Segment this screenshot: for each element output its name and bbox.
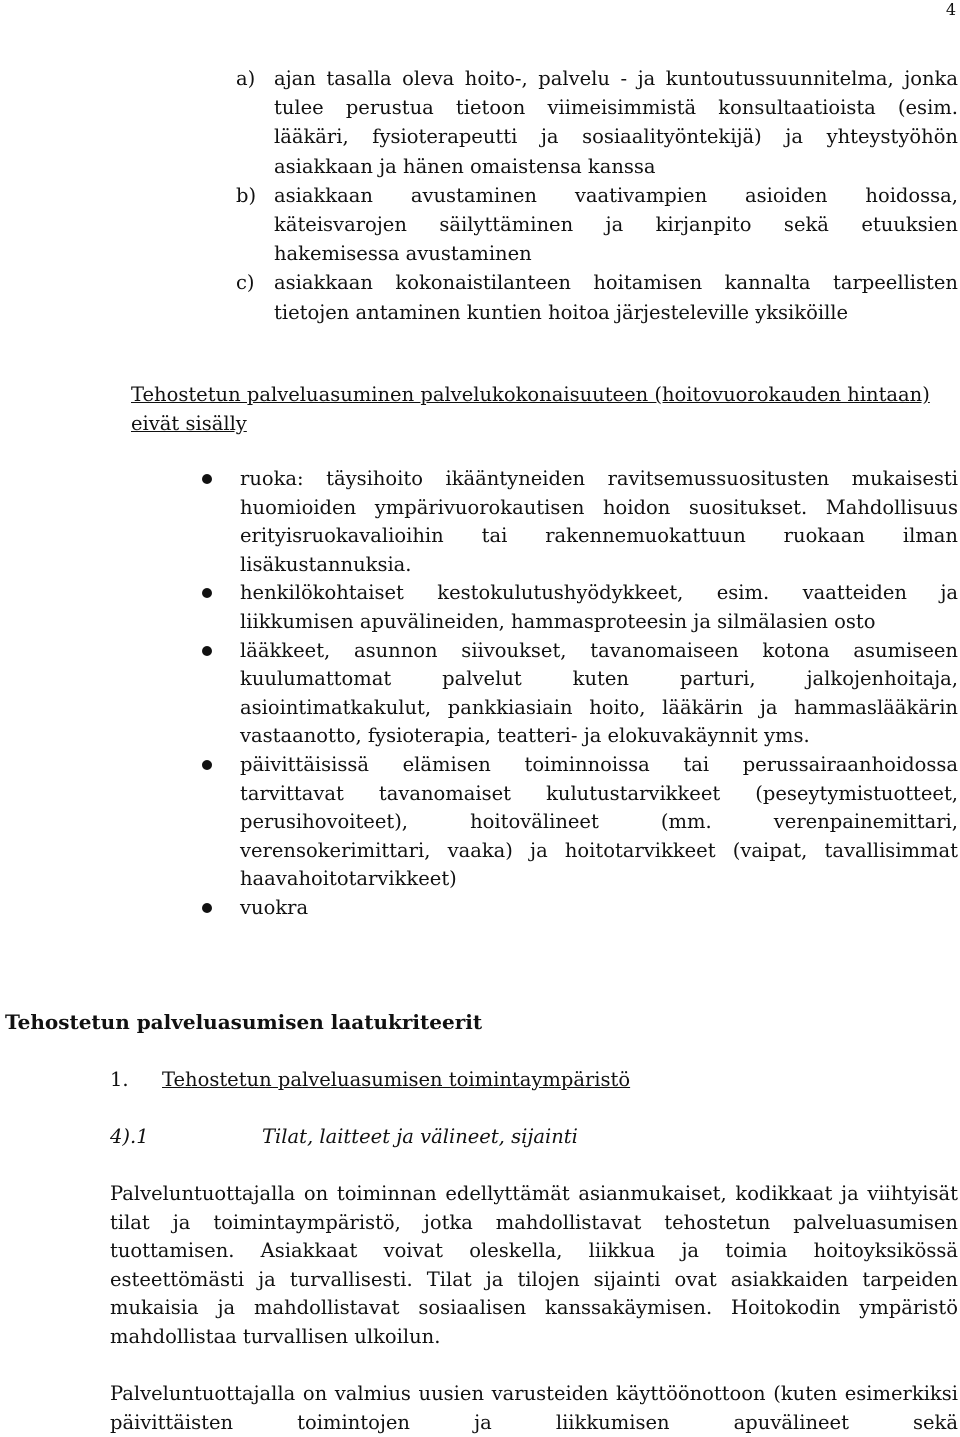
exclusions-section-title: Tehostetun palveluasuminen palvelukokonaisuuteen (hoitovuorokauden hintaan) eivät sisälly (131, 383, 930, 435)
heading-number: 1. (110, 1068, 129, 1091)
bullet-text: ruoka: täysihoito ikääntyneiden ravitsemussuositusten mukaisesti huomioiden ympärivuorokautisen hoidon suositukset. Mahdollisuus erityisruokavalioihin tai rakennemuokattuun ruokaan ilman lisäkustannuksia. (240, 467, 958, 576)
body-paragraph: Palveluntuottajalla on toiminnan edellyttämät asianmukaiset, kodikkaat ja viihtyisät tilat ja toimintaympäristö, jotka mahdollistavat tehostetun palveluasumisen tuottamisen. Asiakkaat voivat oleskella, liikkua ja toimia hoitoyksikössä esteettömästi ja turvallisesti. Tilat ja tilojen sijainti ovat asiakkaiden tarpeiden mukaisia ja mahdollistavat sosiaalisen kanssakäymisen. Hoitokodin ympäristö mahdollistaa turvallisen ulkoilun. (110, 1182, 958, 1348)
bullet-icon (202, 474, 212, 484)
body-paragraph: Palveluntuottajalla on valmius uusien varusteiden käyttöönottoon (kuten esimerkiksi päivittäisten toimintojen ja liikkumisen apuvälineet sekä (110, 1382, 958, 1434)
list-item (236, 64, 958, 181)
bullet-item (200, 894, 958, 923)
bullet-item (200, 751, 958, 894)
list-marker: b) (236, 183, 257, 207)
bullet-item (200, 579, 958, 636)
bullet-icon (202, 903, 212, 913)
bullet-text: vuokra (240, 895, 309, 919)
bullet-item (200, 637, 958, 751)
list-item-text: asiakkaan avustaminen vaativampien asioiden hoidossa, käteisvarojen säilyttäminen ja kirjanpito sekä etuuksien hakemisessa avustaminen (274, 183, 958, 266)
heading-text: Tehostetun palveluasumisen toimintaympäristö (162, 1068, 631, 1091)
list-item-text: ajan tasalla oleva hoito-, palvelu - ja kuntoutussuunnitelma, jonka tulee perustua tietoon viimeisimmistä konsultaatioista (esim. lääkäri, fysioterapeutti ja sosiaalityöntekijä) ja yhteystyöhön asiakkaan ja hänen omaistensa kanssa (274, 67, 958, 178)
list-item (236, 181, 958, 269)
bullet-icon (202, 588, 212, 598)
bullet-text: päivittäisissä elämisen toiminnoissa tai perussairaanhoidossa tarvittavat tavanomaiset kulutustarvikkeet (peseytymistuotteet, perusihovoiteet), hoitovälineet (mm. verenpainemittari, verensokerimittari, vaaka) ja hoitotarvikkeet (vaipat, tavallisimmat haavahoitotarvikkeet) (240, 752, 958, 891)
exclusions-bullet-list (200, 465, 958, 923)
bullet-icon (202, 646, 212, 656)
bullet-item (200, 465, 958, 579)
facilities-subheading (110, 1125, 578, 1148)
subheading-number: 4).1 (110, 1125, 149, 1148)
list-marker: c) (236, 271, 255, 295)
subheading-text: Tilat, laitteet ja välineet, sijainti (262, 1125, 578, 1148)
bullet-text: lääkkeet, asunnon siivoukset, tavanomaiseen kotona asumiseen kuulumattomat palvelut kuten parturi, jalkojenhoitaja, asiointimatkakulut, pankkiasiain hoito, lääkärin ja hammaslääkärin vastaanotto, fysioterapia, teatteri- ja elokuvakäynnit yms. (240, 638, 958, 748)
list-marker: a) (236, 67, 256, 90)
bullet-text: henkilökohtaiset kestokulutushyödykkeet, esim. vaatteiden ja liikkumisen apuvälineiden, hammasproteesin ja silmälasien osto (240, 581, 958, 633)
list-item (236, 268, 958, 326)
environment-heading (110, 1068, 630, 1091)
list-item-text: asiakkaan kokonaistilanteen hoitamisen kannalta tarpeellisten tietojen antaminen kuntien hoitoa järjesteleville yksiköille (274, 271, 958, 324)
bullet-icon (202, 760, 212, 770)
abc-list (236, 64, 958, 327)
quality-criteria-heading: Tehostetun palveluasumisen laatukriteerit (5, 1010, 483, 1034)
page-number: 4 (945, 0, 956, 19)
